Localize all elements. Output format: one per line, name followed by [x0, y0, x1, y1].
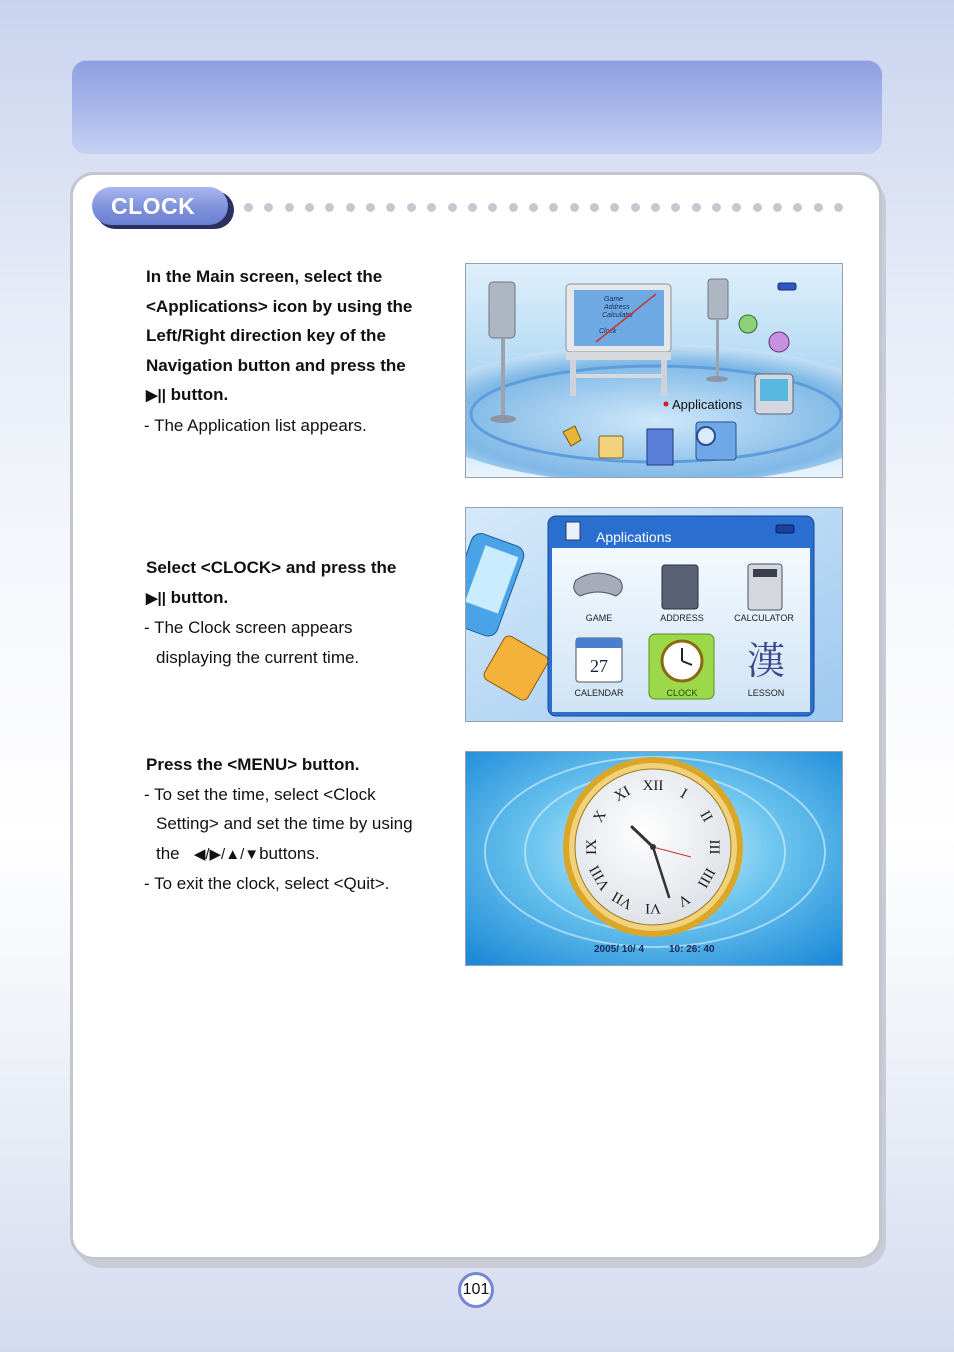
header-band [72, 60, 882, 154]
rule-dot [549, 203, 558, 212]
main-menu-item-4: Clock [599, 328, 617, 335]
arrow-keys-icon: ◀/▶/▲/▼ [193, 845, 260, 863]
rule-dot [529, 203, 538, 212]
step-3-the: the [156, 843, 180, 863]
clock-numeral: XII [642, 778, 664, 794]
step-1-line-4: Navigation button and press the [146, 355, 406, 375]
clock-numeral: V [674, 890, 693, 910]
step-2-note-2: displaying the current time. [156, 647, 360, 667]
section-title: CLOCK [92, 187, 228, 225]
step-1 [144, 262, 444, 440]
step-3 [144, 750, 444, 899]
step-3-note-4: - To exit the clock, select <Quit>. [144, 874, 390, 893]
main-menu-item-2: Address [604, 304, 630, 311]
app-label-lesson: LESSON [747, 688, 785, 698]
rule-dot [325, 203, 334, 212]
clock-screenshot [465, 751, 843, 966]
rule-dot [631, 203, 640, 212]
clock-numeral: II [696, 808, 716, 825]
rule-dot [753, 203, 762, 212]
rule-dot [509, 203, 518, 212]
clock-numeral: III [706, 839, 722, 855]
rule-dot [427, 203, 436, 212]
dotted-rule [244, 203, 850, 213]
apps-window-title: Applications [596, 529, 672, 545]
step-2-note-1: - The Clock screen appears [144, 618, 353, 637]
calendar-day: 27 [590, 656, 608, 676]
step-2 [144, 553, 444, 672]
rule-dot [244, 203, 253, 212]
step-1-line-2: <Applications> icon by using the [146, 296, 413, 316]
rule-dot [712, 203, 721, 212]
step-2-line-2 [144, 583, 444, 614]
rule-dot [814, 203, 823, 212]
clock-numeral: XI [611, 783, 634, 806]
main-screen-illustration [466, 264, 843, 478]
clock-numeral: IIII [693, 864, 718, 891]
rule-dot [773, 203, 782, 212]
rule-dot [834, 203, 843, 212]
rule-dot [366, 203, 375, 212]
rule-dot [570, 203, 579, 212]
clock-numeral: VI [645, 900, 661, 916]
step-1-button-text: button. [170, 385, 229, 404]
rule-dot [793, 203, 802, 212]
clock-numeral: IX [584, 839, 600, 855]
rule-dot [651, 203, 660, 212]
app-label-address: ADDRESS [660, 613, 704, 623]
clock-numeral: VII [609, 887, 636, 912]
clock-date: 2005/ 10/ 4 [594, 944, 645, 955]
rule-dot [448, 203, 457, 212]
clock-time: 10: 26: 40 [669, 944, 715, 955]
lesson-glyph: 漢 [746, 639, 786, 683]
rule-dot [407, 203, 416, 212]
app-label-calculator: CALCULATOR [734, 613, 794, 623]
clock-numeral: I [677, 785, 690, 803]
rule-dot [264, 203, 273, 212]
step-1-line-3: Left/Right direction key of the [146, 326, 386, 345]
applications-illustration [466, 508, 843, 722]
rule-dot [305, 203, 314, 212]
main-menu-item-1: Game [604, 296, 624, 303]
step-3-line-1: Press the <MENU> button. [146, 755, 360, 774]
step-3-note-3 [144, 839, 444, 870]
play-pause-icon: ▶|| [146, 589, 166, 607]
page-number: 101 [458, 1272, 494, 1308]
main-menu-item-3: Calculator [602, 312, 634, 319]
step-3-buttons-text: buttons. [259, 843, 320, 863]
main-screen-screenshot [465, 263, 843, 478]
main-applications-label: Applications [672, 397, 743, 412]
rule-dot [590, 203, 599, 212]
rule-dot [468, 203, 477, 212]
rule-dot [488, 203, 497, 212]
rule-dot [671, 203, 680, 212]
step-2-line-1: Select <CLOCK> and press the [146, 558, 397, 577]
step-1-line-5 [144, 380, 444, 411]
rule-dot [285, 203, 294, 212]
play-pause-icon: ▶|| [146, 387, 166, 404]
rule-dot [692, 203, 701, 212]
step-2-button-text: button. [170, 587, 229, 607]
app-label-calendar: CALENDAR [574, 688, 624, 698]
clock-numeral: VIII [586, 862, 614, 893]
rule-dot [346, 203, 355, 212]
step-1-line-1: In the Main screen, select the [146, 267, 383, 286]
rule-dot [610, 203, 619, 212]
rule-dot [386, 203, 395, 212]
app-label-clock: CLOCK [666, 688, 698, 698]
clock-numeral: X [590, 807, 610, 826]
applications-screenshot [465, 507, 843, 722]
step-3-note-1: - To set the time, select <Clock [144, 784, 376, 804]
step-3-note-2: Setting> and set the time by using [156, 814, 413, 833]
app-label-game: GAME [585, 613, 613, 623]
rule-dot [732, 203, 741, 212]
step-1-note: - The Application list appears. [144, 415, 367, 435]
clock-illustration [466, 752, 843, 966]
